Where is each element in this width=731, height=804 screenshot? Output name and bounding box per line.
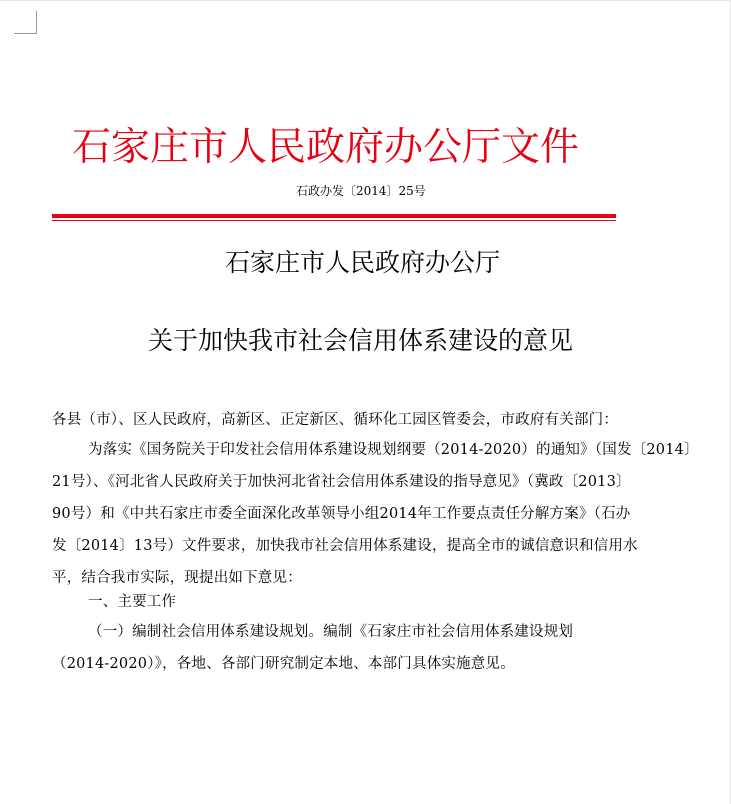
document-title-line-2: 关于加快我市社会信用体系建设的意见 [147,326,573,355]
agency-header-title: 石家庄市人民政府办公厅文件 [72,125,580,170]
section-heading: 一、主要工作 [88,594,177,610]
paragraph-1-line: 21号）、《河北省人民政府关于加快河北省社会信用体系建设的指导意见》（冀政〔2013〕 [52,474,631,490]
red-separator-thick [52,214,616,218]
paragraph-1-line: 90号）和《中共石家庄市委全面深化改革领导小组2014年工作要点责任分解方案》（石办 [52,506,631,522]
paragraph-1-line: 平，结合我市实际，现提出如下意见： [52,570,302,586]
document-number: 石政办发〔2014〕25号 [296,184,426,198]
document-title-line-1: 石家庄市人民政府办公厅 [224,248,500,277]
paragraph-1 [52,439,699,599]
page-corner-mark [14,11,37,34]
item-1-line: （2014-2020）》，各地、各部门研究制定本地、本部门具体实施意见。 [52,656,515,672]
item-1 [52,621,692,685]
paragraph-1-line: 为落实《国务院关于印发社会信用体系建设规划纲要（2014-2020）的通知》（国发〔2014〕 [88,442,699,458]
item-1-line: （一）编制社会信用体系建设规划。编制《石家庄市社会信用体系建设规划 [88,624,574,640]
red-separator-thin [52,220,616,221]
paragraph-1-line: 发〔2014〕13号）文件要求，加快我市社会信用体系建设，提高全市的诚信意识和信用水 [52,538,638,554]
addressee-line: 各县（市）、区人民政府，高新区、正定新区、循环化工园区管委会，市政府有关部门： [52,412,619,428]
